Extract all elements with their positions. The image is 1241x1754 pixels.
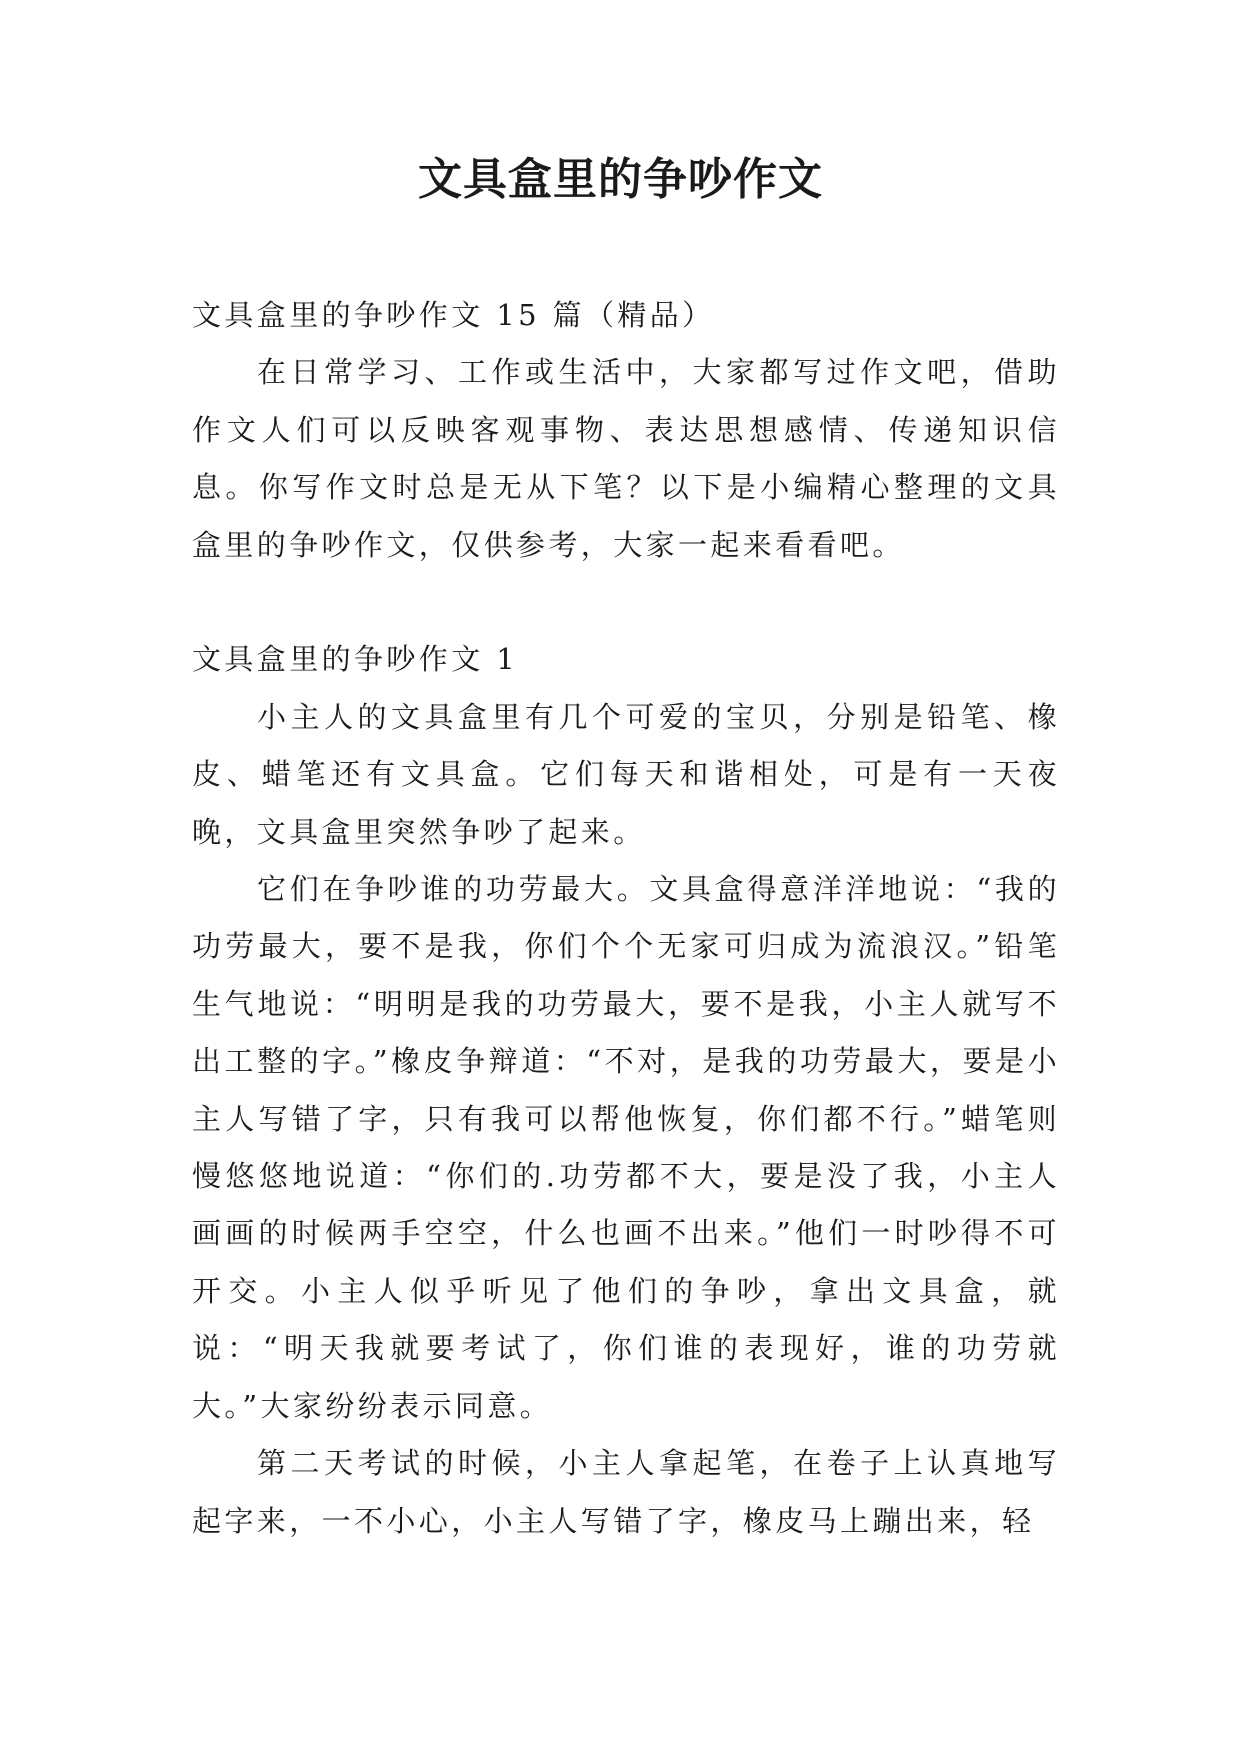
document-subtitle: 文具盒里的争吵作文 15 篇（精品） [192,298,715,332]
document-title: 文具盒里的争吵作文 [418,154,823,205]
intro-paragraph: 在日常学习、工作或生活中，大家都写过作文吧，借助作文人们可以反映客观事物、表达思想感情、传递知识信息。你写作文时总是无从下笔？以下是小编精心整理的文具盒里的争吵作文，仅供参考，大家一起来看看吧。 [192,355,1060,562]
section-heading: 文具盒里的争吵作文 1 [192,642,519,677]
document-body [192,287,1060,1550]
body-paragraph-3: 第二天考试的时候，小主人拿起笔，在卷子上认真地写起字来，一不小心，小主人写错了字，橡皮马上蹦出来，轻 [192,1446,1060,1538]
paragraph-spacer [192,574,1060,631]
body-paragraph-2: 它们在争吵谁的功劳最大。文具盒得意洋洋地说：“我的功劳最大，要不是我，你们个个无家可归成为流浪汉。”铅笔生气地说：“明明是我的功劳最大，要不是我，小主人就写不出工整的字。”橡皮争辩道：“不对，是我的功劳最大，要是小主人写错了字，只有我可以帮他恢复，你们都不行。”蜡笔则慢悠悠地说道：“你们的.功劳都不大，要是没了我，小主人画画的时候两手空空，什么也画不出来。”他们一时吵得不可开交。小主人似乎听见了他们的争吵，拿出文具盒，就说：“明天我就要考试了，你们谁的表现好，谁的功劳就大。”大家纷纷表示同意。 [192,872,1060,1423]
body-paragraph-1: 小主人的文具盒里有几个可爱的宝贝，分别是铅笔、橡皮、蜡笔还有文具盒。它们每天和谐相处，可是有一天夜晚，文具盒里突然争吵了起来。 [192,699,1060,849]
